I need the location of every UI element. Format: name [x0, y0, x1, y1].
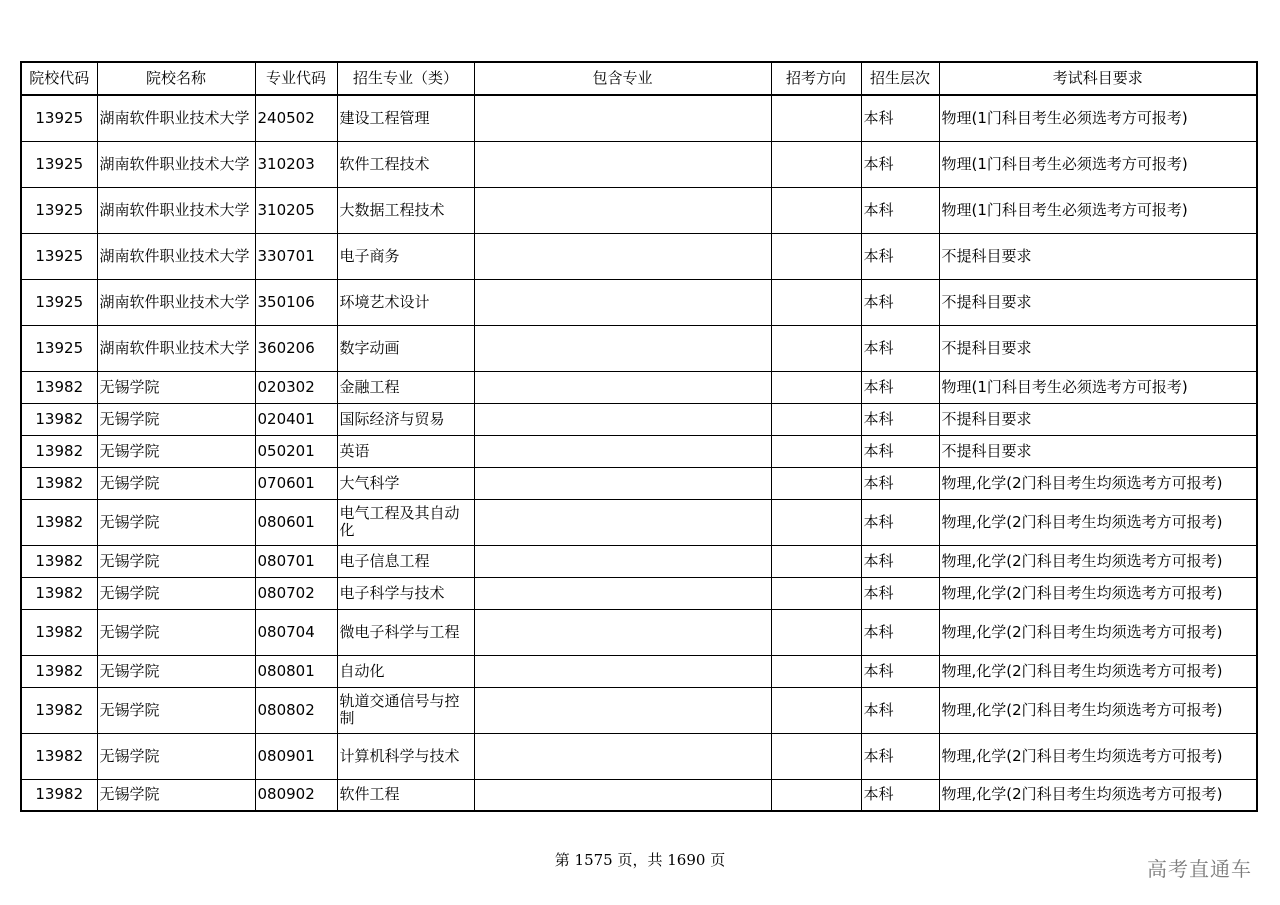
major-cell: 计算机科学与技术 — [337, 733, 474, 779]
header-direction: 招考方向 — [771, 62, 861, 95]
level-cell: 本科 — [861, 779, 939, 811]
major-code-cell: 080901 — [255, 733, 337, 779]
direction-cell — [771, 577, 861, 609]
school-code-cell: 13925 — [21, 141, 97, 187]
level-cell: 本科 — [861, 733, 939, 779]
header-major-code: 专业代码 — [255, 62, 337, 95]
level-cell: 本科 — [861, 279, 939, 325]
included-majors-cell — [474, 779, 771, 811]
major-code-cell: 310205 — [255, 187, 337, 233]
table-row — [21, 687, 1257, 733]
header-included-majors: 包含专业 — [474, 62, 771, 95]
included-majors-cell — [474, 687, 771, 733]
level-cell: 本科 — [861, 233, 939, 279]
major-cell: 轨道交通信号与控制 — [337, 687, 474, 733]
subject-requirement-cell: 不提科目要求 — [939, 233, 1257, 279]
included-majors-cell — [474, 141, 771, 187]
school-name-cell: 湖南软件职业技术大学 — [97, 279, 255, 325]
direction-cell — [771, 655, 861, 687]
school-name-cell: 无锡学院 — [97, 779, 255, 811]
school-name-cell: 湖南软件职业技术大学 — [97, 95, 255, 141]
included-majors-cell — [474, 233, 771, 279]
level-cell: 本科 — [861, 325, 939, 371]
table-row — [21, 187, 1257, 233]
major-cell: 大数据工程技术 — [337, 187, 474, 233]
school-name-cell: 无锡学院 — [97, 545, 255, 577]
direction-cell — [771, 325, 861, 371]
table-row — [21, 733, 1257, 779]
school-code-cell: 13925 — [21, 187, 97, 233]
school-code-cell: 13982 — [21, 687, 97, 733]
school-name-cell: 无锡学院 — [97, 435, 255, 467]
direction-cell — [771, 141, 861, 187]
school-name-cell: 湖南软件职业技术大学 — [97, 325, 255, 371]
major-cell: 环境艺术设计 — [337, 279, 474, 325]
school-code-cell: 13982 — [21, 435, 97, 467]
school-name-cell: 无锡学院 — [97, 499, 255, 545]
table-row — [21, 371, 1257, 403]
school-name-cell: 无锡学院 — [97, 577, 255, 609]
subject-requirement-cell: 物理,化学(2门科目考生均须选考方可报考) — [939, 687, 1257, 733]
included-majors-cell — [474, 499, 771, 545]
level-cell: 本科 — [861, 141, 939, 187]
included-majors-cell — [474, 545, 771, 577]
header-major: 招生专业（类） — [337, 62, 474, 95]
header-school-name: 院校名称 — [97, 62, 255, 95]
level-cell: 本科 — [861, 403, 939, 435]
table-row — [21, 403, 1257, 435]
included-majors-cell — [474, 467, 771, 499]
subject-requirement-cell: 不提科目要求 — [939, 435, 1257, 467]
direction-cell — [771, 279, 861, 325]
table-row — [21, 233, 1257, 279]
major-cell: 软件工程技术 — [337, 141, 474, 187]
major-cell: 电气工程及其自动化 — [337, 499, 474, 545]
direction-cell — [771, 233, 861, 279]
major-cell: 建设工程管理 — [337, 95, 474, 141]
subject-requirement-cell: 物理,化学(2门科目考生均须选考方可报考) — [939, 655, 1257, 687]
school-code-cell: 13982 — [21, 371, 97, 403]
direction-cell — [771, 95, 861, 141]
included-majors-cell — [474, 435, 771, 467]
table-row — [21, 95, 1257, 141]
level-cell: 本科 — [861, 467, 939, 499]
admissions-table — [20, 61, 1258, 812]
level-cell: 本科 — [861, 187, 939, 233]
school-code-cell: 13925 — [21, 325, 97, 371]
school-code-cell: 13982 — [21, 655, 97, 687]
table-row — [21, 141, 1257, 187]
subject-requirement-cell: 不提科目要求 — [939, 325, 1257, 371]
level-cell: 本科 — [861, 499, 939, 545]
school-code-cell: 13925 — [21, 233, 97, 279]
school-name-cell: 湖南软件职业技术大学 — [97, 141, 255, 187]
level-cell: 本科 — [861, 655, 939, 687]
major-cell: 电子科学与技术 — [337, 577, 474, 609]
included-majors-cell — [474, 371, 771, 403]
level-cell: 本科 — [861, 687, 939, 733]
subject-requirement-cell: 物理,化学(2门科目考生均须选考方可报考) — [939, 499, 1257, 545]
subject-requirement-cell: 物理,化学(2门科目考生均须选考方可报考) — [939, 545, 1257, 577]
table-row — [21, 779, 1257, 811]
major-cell: 数字动画 — [337, 325, 474, 371]
included-majors-cell — [474, 279, 771, 325]
major-cell: 英语 — [337, 435, 474, 467]
header-subject-requirement: 考试科目要求 — [939, 62, 1257, 95]
subject-requirement-cell: 物理(1门科目考生必须选考方可报考) — [939, 141, 1257, 187]
school-name-cell: 无锡学院 — [97, 687, 255, 733]
subject-requirement-cell: 不提科目要求 — [939, 279, 1257, 325]
direction-cell — [771, 687, 861, 733]
table-row — [21, 609, 1257, 655]
school-code-cell: 13982 — [21, 499, 97, 545]
level-cell: 本科 — [861, 95, 939, 141]
level-cell: 本科 — [861, 609, 939, 655]
included-majors-cell — [474, 577, 771, 609]
school-name-cell: 湖南软件职业技术大学 — [97, 233, 255, 279]
major-code-cell: 070601 — [255, 467, 337, 499]
direction-cell — [771, 545, 861, 577]
school-code-cell: 13982 — [21, 733, 97, 779]
major-code-cell: 360206 — [255, 325, 337, 371]
school-code-cell: 13982 — [21, 467, 97, 499]
major-code-cell: 080801 — [255, 655, 337, 687]
major-cell: 软件工程 — [337, 779, 474, 811]
school-code-cell: 13982 — [21, 577, 97, 609]
direction-cell — [771, 609, 861, 655]
direction-cell — [771, 403, 861, 435]
major-code-cell: 330701 — [255, 233, 337, 279]
table-row — [21, 499, 1257, 545]
subject-requirement-cell: 物理,化学(2门科目考生均须选考方可报考) — [939, 577, 1257, 609]
major-cell: 金融工程 — [337, 371, 474, 403]
subject-requirement-cell: 物理,化学(2门科目考生均须选考方可报考) — [939, 609, 1257, 655]
school-name-cell: 无锡学院 — [97, 371, 255, 403]
table-row — [21, 325, 1257, 371]
included-majors-cell — [474, 655, 771, 687]
major-code-cell: 080704 — [255, 609, 337, 655]
major-code-cell: 080702 — [255, 577, 337, 609]
major-cell: 自动化 — [337, 655, 474, 687]
direction-cell — [771, 733, 861, 779]
major-code-cell: 350106 — [255, 279, 337, 325]
included-majors-cell — [474, 733, 771, 779]
header-school-code: 院校代码 — [21, 62, 97, 95]
school-code-cell: 13982 — [21, 609, 97, 655]
major-code-cell: 080902 — [255, 779, 337, 811]
school-code-cell: 13982 — [21, 403, 97, 435]
table-row — [21, 279, 1257, 325]
included-majors-cell — [474, 403, 771, 435]
subject-requirement-cell: 不提科目要求 — [939, 403, 1257, 435]
school-code-cell: 13982 — [21, 779, 97, 811]
school-name-cell: 无锡学院 — [97, 733, 255, 779]
subject-requirement-cell: 物理(1门科目考生必须选考方可报考) — [939, 95, 1257, 141]
included-majors-cell — [474, 609, 771, 655]
watermark-logo-text: 高考直通车 — [1147, 857, 1252, 881]
major-code-cell: 050201 — [255, 435, 337, 467]
direction-cell — [771, 467, 861, 499]
major-cell: 电子商务 — [337, 233, 474, 279]
school-name-cell: 湖南软件职业技术大学 — [97, 187, 255, 233]
school-name-cell: 无锡学院 — [97, 467, 255, 499]
included-majors-cell — [474, 187, 771, 233]
major-cell: 大气科学 — [337, 467, 474, 499]
subject-requirement-cell: 物理,化学(2门科目考生均须选考方可报考) — [939, 733, 1257, 779]
level-cell: 本科 — [861, 577, 939, 609]
major-cell: 电子信息工程 — [337, 545, 474, 577]
direction-cell — [771, 371, 861, 403]
subject-requirement-cell: 物理,化学(2门科目考生均须选考方可报考) — [939, 779, 1257, 811]
level-cell: 本科 — [861, 545, 939, 577]
major-cell: 微电子科学与工程 — [337, 609, 474, 655]
subject-requirement-cell: 物理(1门科目考生必须选考方可报考) — [939, 371, 1257, 403]
major-code-cell: 080701 — [255, 545, 337, 577]
direction-cell — [771, 187, 861, 233]
subject-requirement-cell: 物理(1门科目考生必须选考方可报考) — [939, 187, 1257, 233]
direction-cell — [771, 435, 861, 467]
table-body — [21, 95, 1257, 811]
page-number: 第 1575 页，共 1690 页 — [554, 851, 726, 869]
included-majors-cell — [474, 325, 771, 371]
school-code-cell: 13925 — [21, 279, 97, 325]
header-level: 招生层次 — [861, 62, 939, 95]
school-name-cell: 无锡学院 — [97, 609, 255, 655]
school-name-cell: 无锡学院 — [97, 403, 255, 435]
table-row — [21, 655, 1257, 687]
major-code-cell: 080601 — [255, 499, 337, 545]
school-name-cell: 无锡学院 — [97, 655, 255, 687]
major-code-cell: 310203 — [255, 141, 337, 187]
level-cell: 本科 — [861, 435, 939, 467]
level-cell: 本科 — [861, 371, 939, 403]
major-code-cell: 240502 — [255, 95, 337, 141]
included-majors-cell — [474, 95, 771, 141]
major-code-cell: 020401 — [255, 403, 337, 435]
direction-cell — [771, 499, 861, 545]
table-row — [21, 545, 1257, 577]
table-row — [21, 467, 1257, 499]
table-row — [21, 577, 1257, 609]
direction-cell — [771, 779, 861, 811]
major-cell: 国际经济与贸易 — [337, 403, 474, 435]
table-row — [21, 435, 1257, 467]
school-code-cell: 13982 — [21, 545, 97, 577]
school-code-cell: 13925 — [21, 95, 97, 141]
table-header-row — [21, 62, 1257, 95]
subject-requirement-cell: 物理,化学(2门科目考生均须选考方可报考) — [939, 467, 1257, 499]
major-code-cell: 080802 — [255, 687, 337, 733]
major-code-cell: 020302 — [255, 371, 337, 403]
